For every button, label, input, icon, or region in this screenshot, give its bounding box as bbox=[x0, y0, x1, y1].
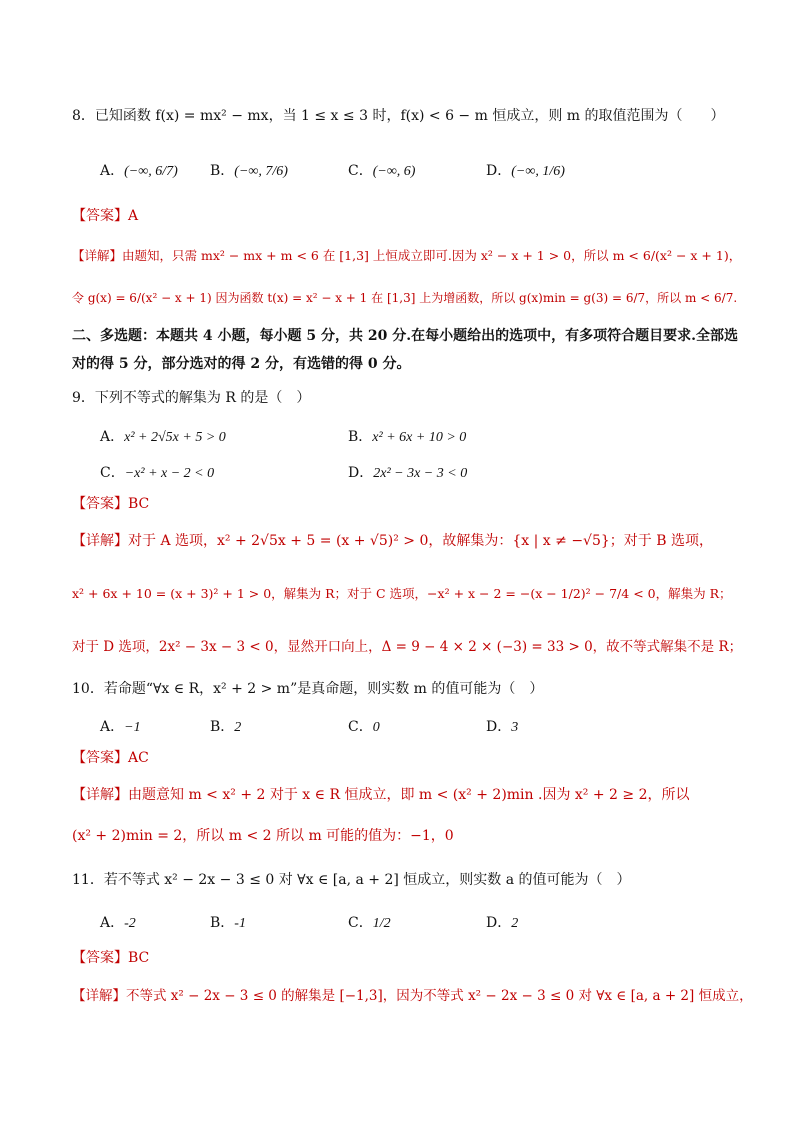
q10-option-c-label: C． bbox=[348, 719, 373, 735]
q9-detail-line-1: 【详解】对于 A 选项，x² + 2√5x + 5 = (x + √5)² > 0，故解集为：{x | x ≠ −√5}；对于 B 选项， bbox=[72, 533, 713, 549]
q8-option-d bbox=[486, 160, 565, 180]
q10-option-b-text: 2 bbox=[234, 720, 242, 735]
q10-detail-line-2: (x² + 2)min = 2，所以 m < 2 所以 m 可能的值为：−1，0 bbox=[72, 828, 454, 844]
q10-option-c bbox=[348, 716, 380, 736]
q9-option-b-label: B． bbox=[348, 429, 373, 445]
q9-answer: 【答案】BC bbox=[72, 496, 150, 512]
q10-option-b bbox=[210, 716, 241, 736]
q10-stem: 10．若命题“∀x ∈ R，x² + 2 > m”是真命题，则实数 m 的值可能为（ ） bbox=[72, 681, 544, 697]
q8-option-a bbox=[100, 160, 178, 180]
q11-option-a-text: -2 bbox=[124, 916, 136, 931]
q10-option-a-label: A． bbox=[100, 719, 125, 735]
q9-option-a bbox=[100, 426, 226, 446]
q9-option-c-label: C． bbox=[100, 465, 125, 481]
q11-option-c-label: C． bbox=[348, 915, 373, 931]
q8-option-d-label: D． bbox=[486, 163, 512, 179]
q11-option-d-text: 2 bbox=[511, 916, 519, 931]
section-heading-line-1: 二、多选题：本题共 4 小题，每小题 5 分，共 20 分.在每小题给出的选项中，有多项符合题目要求.全部选 bbox=[72, 328, 738, 344]
q11-answer: 【答案】BC bbox=[72, 950, 150, 966]
q8-option-a-text: (−∞, 6/7) bbox=[124, 164, 178, 179]
q8-option-b bbox=[210, 160, 288, 180]
q8-option-d-text: (−∞, 1/6) bbox=[511, 164, 565, 179]
q8-option-c-label: C． bbox=[348, 163, 373, 179]
q8-option-c-text: (−∞, 6) bbox=[372, 164, 416, 179]
q11-detail-line-1: 【详解】不等式 x² − 2x − 3 ≤ 0 的解集是 [−1,3]，因为不等式 x² − 2x − 3 ≤ 0 对 ∀x ∈ [a, a + 2] 恒成立， bbox=[72, 988, 753, 1004]
q9-option-d bbox=[348, 462, 467, 482]
q10-detail-line-1: 【详解】由题意知 m < x² + 2 对于 x ∈ R 恒成立，即 m < (x² + 2)min .因为 x² + 2 ≥ 2，所以 bbox=[72, 787, 690, 803]
q10-option-d-label: D． bbox=[486, 719, 512, 735]
q9-option-d-label: D． bbox=[348, 465, 374, 481]
q8-detail-line-2: 令 g(x) = 6/(x² − x + 1) 因为函数 t(x) = x² − x + 1 在 [1,3] 上为增函数，所以 g(x)min = g(3) = 6/7，所以 m < 6/7. bbox=[72, 291, 738, 305]
q9-option-b bbox=[348, 426, 466, 446]
q11-stem: 11．若不等式 x² − 2x − 3 ≤ 0 对 ∀x ∈ [a, a + 2] 恒成立，则实数 a 的值可能为（ ） bbox=[72, 872, 631, 888]
q9-detail-line-3: 对于 D 选项，2x² − 3x − 3 < 0，显然开口向上，Δ = 9 − 4 × 2 × (−3) = 33 > 0，故不等式解集不是 R； bbox=[72, 639, 743, 655]
q10-option-b-label: B． bbox=[210, 719, 235, 735]
q9-option-c-text: −x² + x − 2 < 0 bbox=[124, 466, 215, 481]
q11-option-d bbox=[486, 912, 518, 932]
q8-option-a-label: A． bbox=[100, 163, 125, 179]
q11-option-d-label: D． bbox=[486, 915, 512, 931]
q8-detail-line-1: 【详解】由题知，只需 mx² − mx + m < 6 在 [1,3] 上恒成立即可.因为 x² − x + 1 > 0，所以 m < 6/(x² − x + 1)， bbox=[72, 248, 742, 263]
q9-option-c bbox=[100, 462, 214, 482]
q11-option-c-text: 1/2 bbox=[372, 916, 391, 931]
q9-stem: 9．下列不等式的解集为 R 的是（ ） bbox=[72, 390, 311, 406]
q8-option-b-text: (−∞, 7/6) bbox=[234, 164, 288, 179]
q11-option-b bbox=[210, 912, 246, 932]
q11-option-a-label: A． bbox=[100, 915, 125, 931]
q8-option-c bbox=[348, 160, 415, 180]
q11-option-b-text: -1 bbox=[234, 916, 246, 931]
q11-option-a bbox=[100, 912, 136, 932]
q10-answer: 【答案】AC bbox=[72, 750, 149, 766]
q9-option-a-text: x² + 2√5x + 5 > 0 bbox=[124, 430, 226, 445]
q11-option-b-label: B． bbox=[210, 915, 235, 931]
q9-option-b-text: x² + 6x + 10 > 0 bbox=[372, 430, 467, 445]
q11-option-c bbox=[348, 912, 391, 932]
q8-answer: 【答案】A bbox=[72, 208, 139, 224]
q9-option-d-text: 2x² − 3x − 3 < 0 bbox=[373, 466, 468, 481]
q10-option-d-text: 3 bbox=[511, 720, 519, 735]
q10-option-a-text: −1 bbox=[124, 720, 141, 735]
q9-detail-line-2: x² + 6x + 10 = (x + 3)² + 1 > 0，解集为 R；对于 C 选项，−x² + x − 2 = −(x − 1/2)² − 7/4 < 0，解集为 R； bbox=[72, 586, 732, 601]
q10-option-a bbox=[100, 716, 141, 736]
q10-option-d bbox=[486, 716, 518, 736]
section-heading-line-2: 对的得 5 分，部分选对的得 2 分，有选错的得 0 分。 bbox=[72, 356, 411, 372]
q8-stem: 8．已知函数 f(x) = mx² − mx，当 1 ≤ x ≤ 3 时，f(x) < 6 − m 恒成立，则 m 的取值范围为（ ） bbox=[72, 108, 725, 124]
q9-option-a-label: A． bbox=[100, 429, 125, 445]
q8-option-b-label: B． bbox=[210, 163, 235, 179]
q10-option-c-text: 0 bbox=[372, 720, 380, 735]
